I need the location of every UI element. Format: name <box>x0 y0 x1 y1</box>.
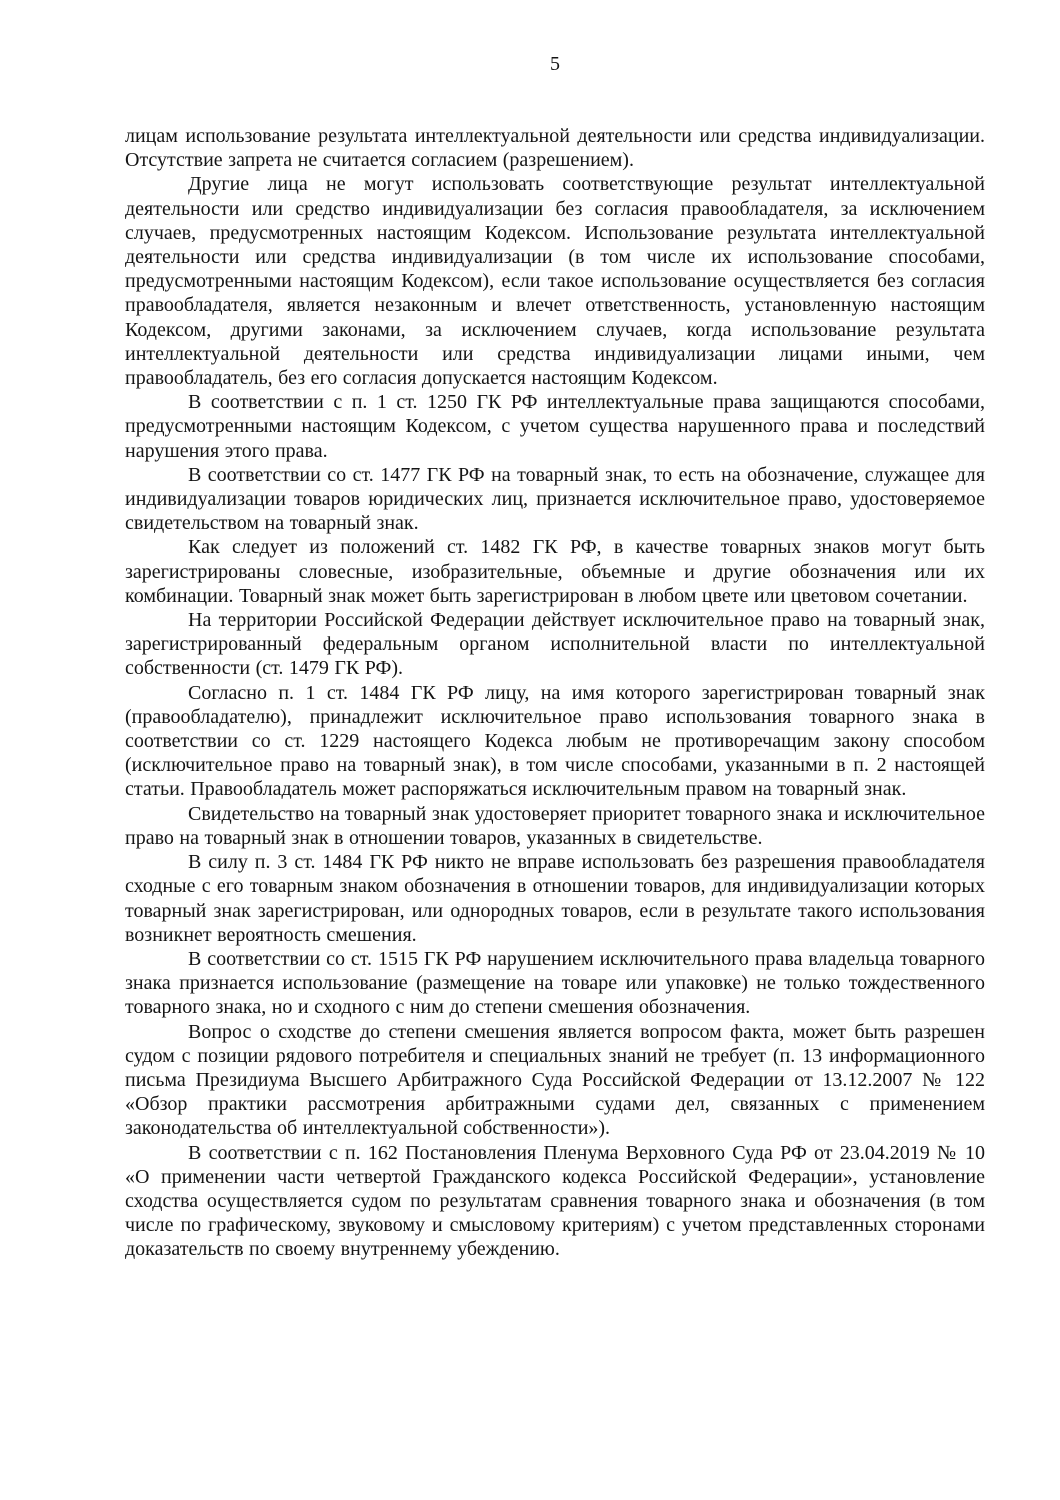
paragraph: В соответствии со ст. 1515 ГК РФ нарушением исключительного права владельца товарного знака признается использование (размещение на товаре или упаковке) не только тождественного товарного знака, но и сходного с ним до степени смешения обозначения. <box>125 947 985 1019</box>
page-number: 5 <box>550 53 560 75</box>
paragraph: Свидетельство на товарный знак удостоверяет приоритет товарного знака и исключительное право на товарный знак в отношении товаров, указанных в свидетельстве. <box>125 802 985 849</box>
paragraph: Вопрос о сходстве до степени смешения является вопросом факта, может быть разрешен судом с позиции рядового потребителя и специальных знаний не требует (п. 13 информационного письма Президиума Высшего Арбитражного Суда Российской Федерации от 13.12.2007 № 122 «Обзор практики рассмотрения арбитражными судами дел, связанных с применением законодательства об интеллектуальной собственности»). <box>125 1020 985 1140</box>
paragraph: В соответствии с п. 1 ст. 1250 ГК РФ интеллектуальные права защищаются способами, предусмотренными настоящим Кодексом, с учетом существа нарушенного права и последствий нарушения этого права. <box>125 391 985 462</box>
paragraph: На территории Российской Федерации действует исключительное право на товарный знак, зарегистрированный федеральным органом исполнительной власти по интеллектуальной собственности (ст. 1479 ГК РФ). <box>125 609 985 680</box>
paragraph: Другие лица не могут использовать соответствующие результат интеллектуальной деятельности или средство индивидуализации без согласия правообладателя, за исключением случаев, предусмотренных настоящим Кодексом. Использование результата интеллектуальной деятельности или средства индивидуализации (в том числе их использование способами, предусмотренными настоящим Кодексом), если такое использование осуществляется без согласия правообладателя, является незаконным и влечет ответственность, установленную настоящим Кодексом, другими законами, за исключением случаев, когда использование результата интеллектуальной деятельности или средства индивидуализации лицами иными, чем правообладатель, без его согласия допускается настоящим Кодексом. <box>125 173 985 390</box>
paragraph: В соответствии с п. 162 Постановления Пленума Верховного Суда РФ от 23.04.2019 № 10 «О применении части четвертой Гражданского кодекса Российской Федерации», установление сходства осуществляется судом по результатам сравнения товарного знака и обозначения (в том числе по графическому, звуковому и смысловому критериям) с учетом представленных сторонами доказательств по своему внутреннему убеждению. <box>125 1141 985 1261</box>
paragraph: Согласно п. 1 ст. 1484 ГК РФ лицу, на имя которого зарегистрирован товарный знак (правообладателю), принадлежит исключительное право использования товарного знака в соответствии со ст. 1229 настоящего Кодекса любым не противоречащим закону способом (исключительное право на товарный знак), в том числе способами, указанными в п. 2 настоящей статьи. Правообладатель может распоряжаться исключительным правом на товарный знак. <box>125 681 985 801</box>
paragraph: В соответствии со ст. 1477 ГК РФ на товарный знак, то есть на обозначение, служащее для индивидуализации товаров юридических лиц, признается исключительное право, удостоверяемое свидетельством на товарный знак. <box>125 463 985 535</box>
document-body <box>125 124 985 1262</box>
paragraph: Как следует из положений ст. 1482 ГК РФ, в качестве товарных знаков могут быть зарегистрированы словесные, изобразительные, объемные и другие обозначения или их комбинации. Товарный знак может быть зарегистрирован в любом цвете или цветовом сочетании. <box>125 536 985 607</box>
paragraph: В силу п. 3 ст. 1484 ГК РФ никто не вправе использовать без разрешения правообладателя сходные с его товарным знаком обозначения в отношении товаров, для индивидуализации которых товарный знак зарегистрирован, или однородных товаров, если в результате такого использования возникнет вероятность смешения. <box>125 851 985 946</box>
paragraph: лицам использование результата интеллектуальной деятельности или средства индивидуализации. Отсутствие запрета не считается согласием (разрешением). <box>125 125 985 172</box>
